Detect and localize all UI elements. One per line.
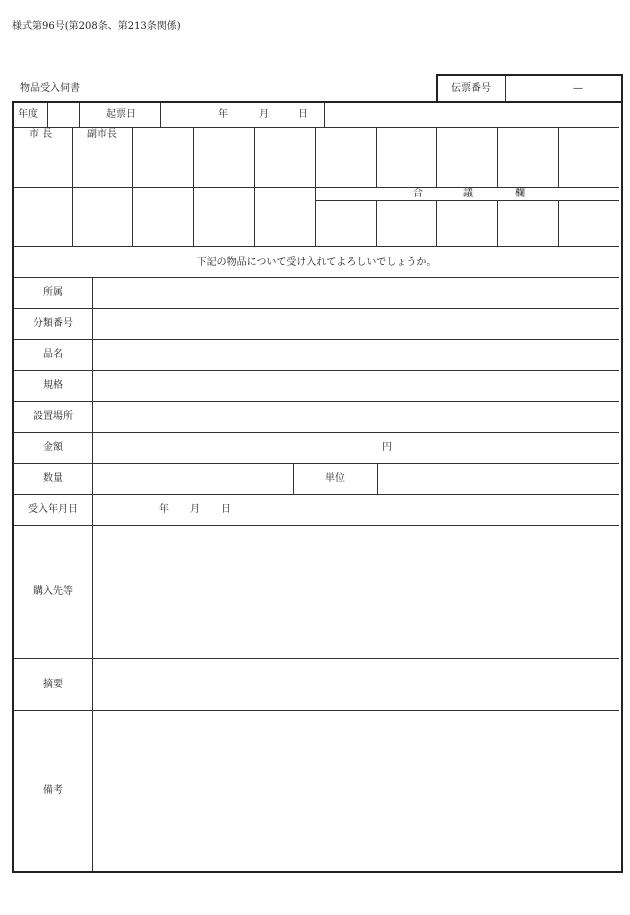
mayor-label: 市 長 xyxy=(29,129,53,140)
consultation-char-1: 合 xyxy=(413,188,423,199)
supplier-label: 購入先等 xyxy=(33,586,73,597)
vice-mayor-label: 副市長 xyxy=(87,129,117,140)
receipt-date-label: 受入年月日 xyxy=(28,504,78,515)
location-label: 設置場所 xyxy=(33,411,73,422)
slip-number-value: — xyxy=(573,83,583,94)
class-number-label: 分類番号 xyxy=(33,318,73,329)
summary-label: 摘要 xyxy=(43,679,63,690)
request-statement: 下記の物品について受け入れてよろしいでしょうか。 xyxy=(196,257,437,268)
fiscal-year-label: 年度 xyxy=(18,109,38,120)
consultation-char-3: 欄 xyxy=(515,188,525,199)
remarks-label: 備考 xyxy=(43,785,63,796)
receipt-date-month: 月 xyxy=(190,504,200,515)
yen-unit: 円 xyxy=(382,442,392,453)
slip-number-label: 伝票番号 xyxy=(451,83,491,94)
consultation-char-2: 議 xyxy=(463,188,473,199)
unit-label: 単位 xyxy=(325,473,345,484)
spec-label: 規格 xyxy=(43,380,63,391)
amount-label: 金額 xyxy=(43,442,63,453)
item-name-label: 品名 xyxy=(43,349,63,360)
dept-label: 所属 xyxy=(43,287,63,298)
form-reference: 様式第96号(第208条、第213条関係) xyxy=(12,21,181,32)
quantity-label: 数量 xyxy=(43,473,63,484)
main-form-frame xyxy=(12,101,623,873)
draft-date-label: 起票日 xyxy=(106,109,136,120)
draft-date-day: 日 xyxy=(298,109,308,120)
document-title: 物品受入伺書 xyxy=(20,83,80,94)
draft-date-month: 月 xyxy=(259,109,269,120)
receipt-date-day: 日 xyxy=(221,504,231,515)
receipt-date-year: 年 xyxy=(159,504,169,515)
draft-date-year: 年 xyxy=(218,109,228,120)
